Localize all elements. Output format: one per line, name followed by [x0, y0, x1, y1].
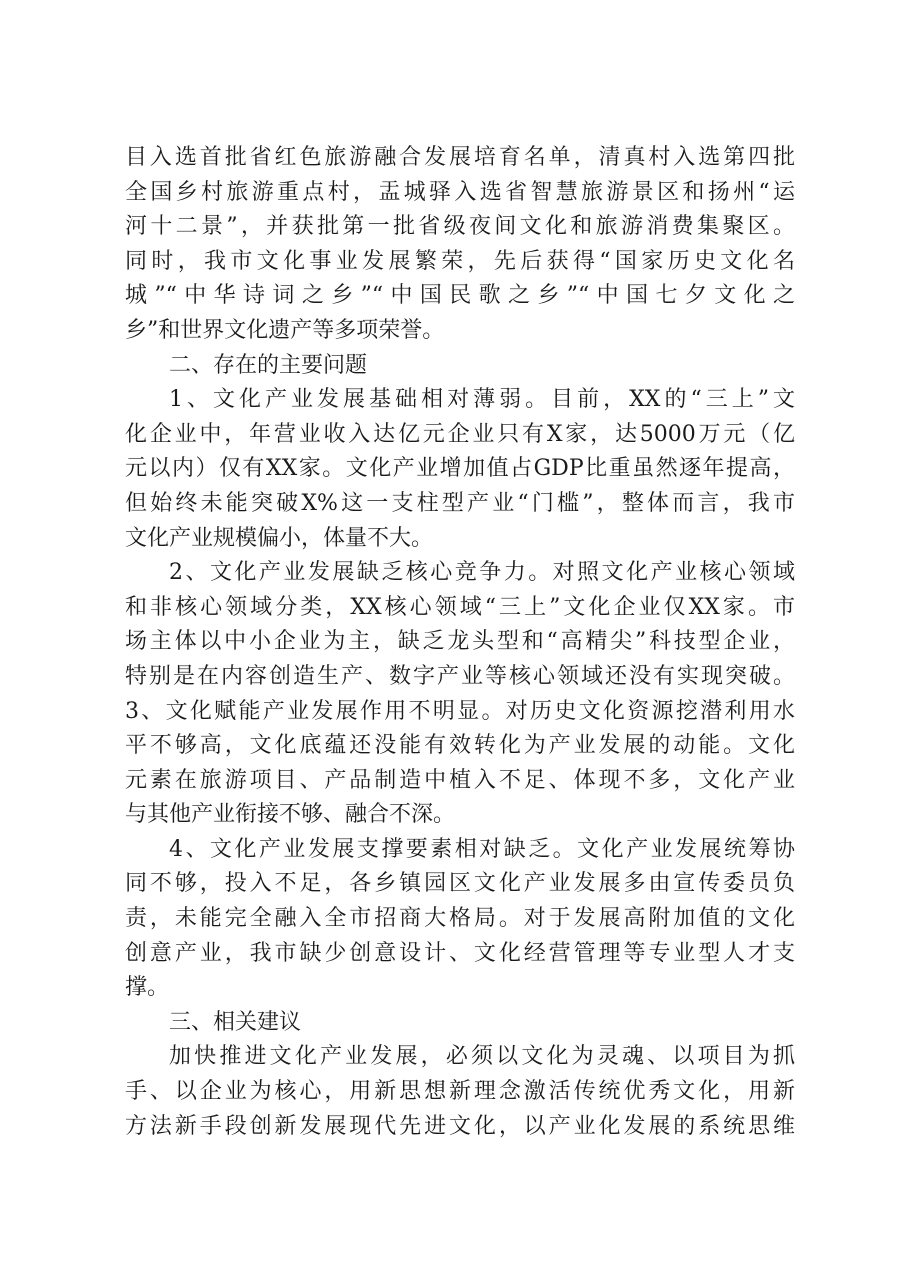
text-line: 同不够，投入不足，各乡镇园区文化产业发展多由宣传委员负	[125, 871, 795, 897]
text-line: 创意产业，我市缺少创意设计、文化经营管理等专业型人才支	[125, 940, 795, 966]
text-line: 特别是在内容创造生产、数字产业等核心领域还没有实现突破。	[125, 663, 795, 689]
text-line: 场主体以中小企业为主，缺乏龙头型和“高精尖”科技型企业，	[125, 629, 795, 655]
text-line: 化企业中，年营业收入达亿元企业只有X家，达5000万元（亿	[125, 421, 795, 447]
text-line: 城”“中华诗词之乡”“中国民歌之乡”“中国七夕文化之	[125, 283, 795, 309]
text-line: 乡”和世界文化遗产等多项荣誉。	[125, 317, 445, 343]
text-line: 文化产业规模偏小，体量不大。	[125, 525, 434, 551]
text-line: 手、以企业为核心，用新思想新理念激活传统优秀文化，用新	[125, 1079, 795, 1105]
text-line: 4、文化产业发展支撑要素相对缺乏。文化产业发展统筹协	[169, 836, 795, 862]
text-line: 和非核心领域分类，XX核心领域“三上”文化企业仅XX家。市	[125, 594, 795, 620]
text-line: 三、相关建议	[169, 1009, 302, 1035]
text-line: 但始终未能突破X%这一支柱型产业“门槛”，整体而言，我市	[125, 490, 795, 516]
text-line: 责，未能完全融入全市招商大格局。对于发展高附加值的文化	[125, 906, 795, 932]
text-line: 2、文化产业发展缺乏核心竞争力。对照文化产业核心领域	[169, 560, 795, 586]
text-line: 3、文化赋能产业发展作用不明显。对历史文化资源挖潜利用水	[125, 698, 795, 724]
text-line: 与其他产业衔接不够、融合不深。	[125, 802, 456, 828]
text-line: 全国乡村旅游重点村，盂城驿入选省智慧旅游景区和扬州“运	[125, 179, 795, 205]
text-line: 目入选首批省红色旅游融合发展培育名单，清真村入选第四批	[125, 145, 795, 170]
text-line: 1、文化产业发展基础相对薄弱。目前，XX的“三上”文	[169, 387, 795, 413]
text-line: 河十二景”，并获批第一批省级夜间文化和旅游消费集聚区。	[125, 214, 795, 240]
text-line: 元以内）仅有XX家。文化产业增加值占GDP比重虽然逐年提高，	[125, 456, 795, 482]
text-line: 平不够高，文化底蕴还没能有效转化为产业发展的动能。文化	[125, 733, 795, 759]
text-line: 元素在旅游项目、产品制造中植入不足、体现不多，文化产业	[125, 767, 795, 793]
document-body	[125, 141, 795, 1144]
text-line: 方法新手段创新发展现代先进文化，以产业化发展的系统思维	[125, 1113, 795, 1139]
text-line: 二、存在的主要问题	[169, 352, 368, 378]
text-line: 加快推进文化产业发展，必须以文化为灵魂、以项目为抓	[169, 1044, 795, 1070]
text-line: 撑。	[125, 975, 170, 1001]
text-line: 同时，我市文化事业发展繁荣，先后获得“国家历史文化名	[125, 248, 795, 274]
